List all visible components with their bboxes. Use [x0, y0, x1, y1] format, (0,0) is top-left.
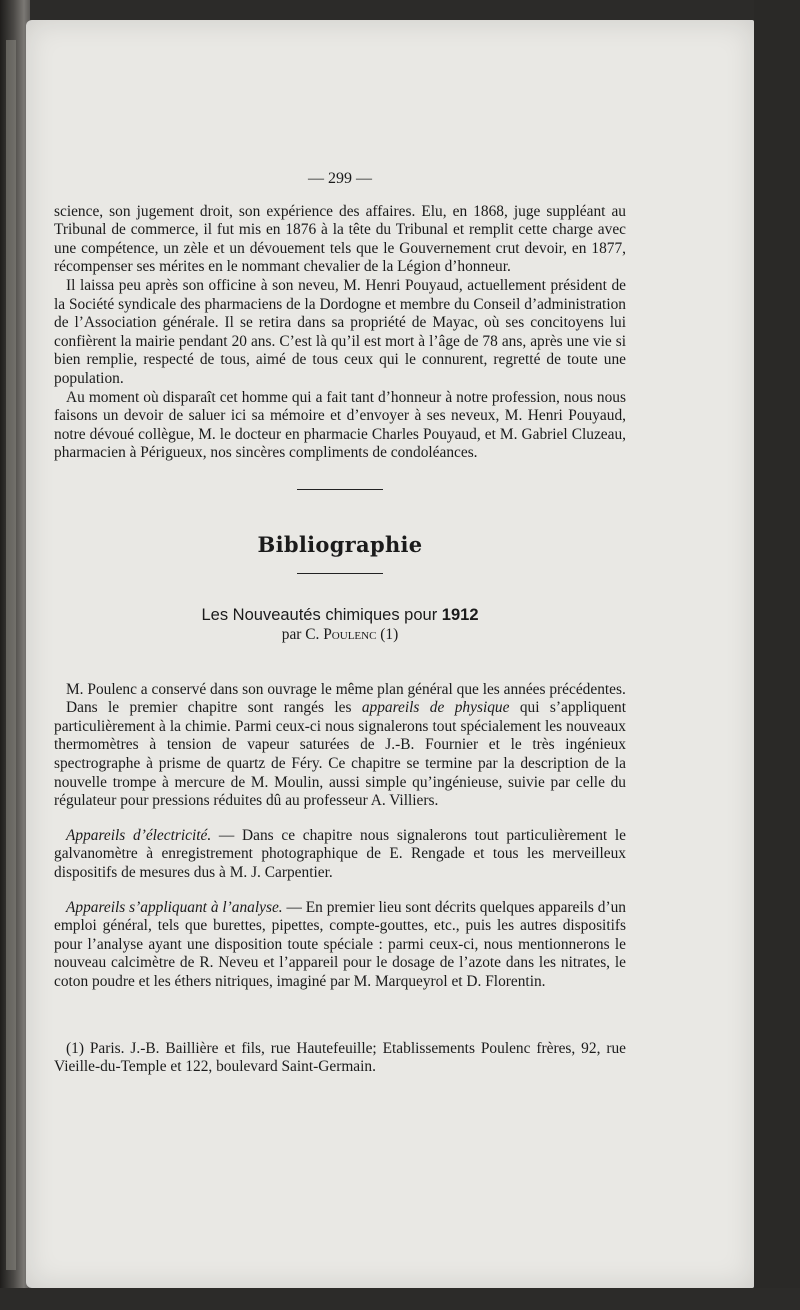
paragraph-obituary-3: Au moment où disparaît cet homme qui a fait tant d’honneur à notre profession, nous nous faisons un devoir de saluer ici sa mémoire et d’envoyer à ses neveux, M. Henri Pouyaud, notre dévoué collègue, M. le docteur en pharmacie Charles Pouyaud, et M. Gabriel Cluzeau, pharmacien à Périgueux, nos sincères compliments de condoléances.: [54, 388, 626, 462]
paragraph-obituary-1: science, son jugement droit, son expérience des affaires. Elu, en 1868, juge suppléant au Tribunal de commerce, il fut mis en 1876 à la tête du Tribunal et remplit cette charge avec une compétence, un zèle et un dévouement tels que le Gouvernement crut devoir, en 1877, récompenser ses mérites en le nommant chevalier de la Légion d’honneur.: [54, 202, 626, 276]
para5-italic: appareils de physique: [361, 699, 510, 717]
para5-start: Dans le premier chapitre sont rangés les: [66, 699, 362, 717]
para7-rest: — En premier lieu sont décrits quelques appareils d’un emploi général, tels que burettes, pipettes, compte-gouttes, etc., puis les autres dispositifs pour l’analyse ayant une disposition toute spéciale : parmi ceux-ci, nous mentionnerons le nouveau calcimètre de R. Neveu et l’appareil pour le dosage de l’azote dans les nitrates, le coton poudre et les éthers nitriques, imaginé par M. Marqueyrol et D. Florentin.: [54, 898, 626, 990]
footnote: (1) Paris. J.-B. Baillière et fils, rue Hautefeuille; Etablissements Poulenc frères, 92, rue Vieille-du-Temple et 122, boulevard Saint-Germain.: [54, 1039, 626, 1076]
paragraph-review-intro: M. Poulenc a conservé dans son ouvrage le même plan général que les années précédentes.: [66, 680, 626, 698]
paragraph-review-physics: [54, 699, 626, 811]
paragraph-review-electricity: [54, 827, 626, 883]
scan-top-edge: [0, 0, 800, 20]
para5-rest: qui s’appliquent particulièrement à la chimie. Parmi ceux-ci nous signalerons tout spécialement les nouveaux thermomètres à tension de vapeur saturées de J.-B. Fournier et le très ingénieux spectrographe à prisme de quartz de Féry. Ce chapitre se termine par la description de la nouvelle trompe à mercure de M. Moulin, aussi simple qu’ingénieuse, suivie par celle du régulateur pour pressions réduites dû au professeur A. Villiers.: [54, 699, 626, 810]
binding-strip: [6, 40, 16, 1270]
book-author-name: Poulenc: [323, 626, 377, 644]
page-content: [54, 170, 626, 1077]
book-author: [54, 626, 626, 645]
para6-italic: Appareils d’électricité.: [66, 826, 212, 844]
separator-rule: [297, 489, 383, 490]
book-title: [54, 606, 626, 625]
heading-underline: [297, 573, 383, 574]
book-author-prefix: par C.: [281, 626, 324, 644]
scan-bottom-edge: [0, 1288, 800, 1310]
para7-italic: Appareils s’appliquant à l’analyse.: [66, 898, 283, 916]
page-number: — 299 —: [308, 170, 372, 187]
section-heading: Bibliographie: [257, 531, 423, 557]
paragraph-review-analysis: [54, 899, 626, 992]
scan-right-edge: [754, 0, 800, 1310]
book-title-text: Les Nouveautés chimiques pour: [201, 605, 442, 624]
book-title-year: 1912: [441, 605, 479, 624]
paragraph-obituary-2: Il laissa peu après son officine à son neveu, M. Henri Pouyaud, actuellement président de la Société syndicale des pharmaciens de la Dordogne et membre du Conseil d’administration de l’Association générale. Il se retira dans sa propriété de Mayac, où ses concitoyens lui confièrent la mairie pendant 20 ans. C’est là qu’il est mort à l’âge de 78 ans, après une vie si bien remplie, respecté de tous, aimé de tous ceux qui le connurent, regretté de toute une population.: [54, 276, 626, 387]
book-author-note: (1): [376, 626, 399, 644]
para6-rest: — Dans ce chapitre nous signalerons tout particulièrement le galvanomètre à enregistrement photographique de E. Rengade et tous les merveilleux dispositifs de mesures dus à M. J. Carpentier.: [54, 826, 626, 882]
